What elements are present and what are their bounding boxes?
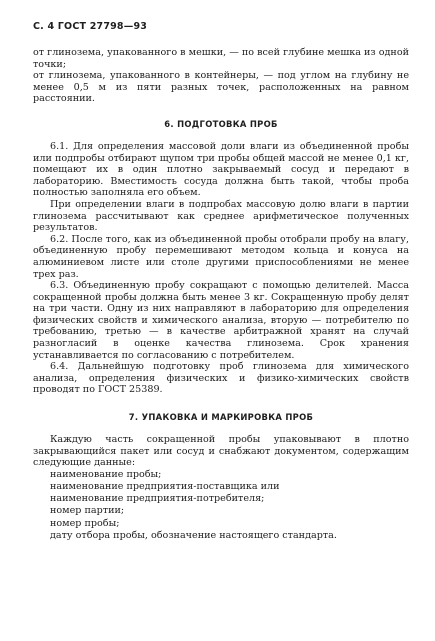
list-item: номер партии; <box>50 505 125 517</box>
list-item: наименование предприятия-поставщика или <box>50 481 280 493</box>
paragraph-6-3: 6.3. Объединенную пробу сокращают с помощью делителей. Масса сокращенной пробы должна быть менее 3 кг. Сокращенную пробу делят на три части. Одну из них направляют в лабораторию для определения физических свойств и химического анализа, вторую — потребителю по требованию, третью — в качестве арбитражной хранят на случай разногласий в оценке качества глинозема. Срок хранения устанавливается по согласованию с потребителем. <box>33 280 409 361</box>
paragraph-6-1-note: При определении влаги в подпробах массовую долю влаги в партии глинозема рассчитывают как среднее арифметическое полученных результатов. <box>33 198 409 234</box>
list-item: наименование пробы; <box>50 468 162 480</box>
paragraph-6-1: 6.1. Для определения массовой доли влаги из объединенной пробы или подпробы отбирают щупом три пробы общей массой не менее 0,1 кг, помещают их в один плотно закрываемый сосуд и передают в лабораторию. Вместимость сосуда должна быть такой, чтобы проба полностью заполняла его объем. <box>33 140 409 199</box>
paragraph-6-2: 6.2. После того, как из объединенной пробы отобрали пробу на влагу, объединенную пробу перемешивают методом кольца и конуса на алюминиевом листе или столе другими приспособлениями не менее трех раз. <box>33 233 409 280</box>
list-item: наименование предприятия-потребителя; <box>50 493 265 505</box>
section-7-heading: 7. УПАКОВКА И МАРКИРОВКА ПРОБ <box>128 412 314 423</box>
paragraph-6-4: 6.4. Дальнейшую подготовку проб глинозема для химического анализа, определения физических и физико-химических свойств проводят по ГОСТ 25389. <box>33 361 409 396</box>
intro-paragraph-2: от глинозема, упакованного в контейнеры, — под углом на глубину не менее 0,5 м из пяти разных точек, расположенных на равном расстоянии. <box>33 70 409 105</box>
section-6-heading: 6. ПОДГОТОВКА ПРОБ <box>164 118 278 129</box>
intro-paragraph-1: от глинозема, упакованного в мешки, — по всей глубине мешка из одной точки; <box>33 47 409 70</box>
list-item: дату отбора пробы, обозначение настоящего стандарта. <box>50 529 337 541</box>
list-item: номер пробы; <box>50 517 120 529</box>
data-list <box>33 469 409 542</box>
page-header: С. 4 ГОСТ 27798—93 <box>33 21 148 32</box>
paragraph-7: Каждую часть сокращенной пробы упаковывают в плотно закрывающийся пакет или сосуд и снабжают документом, содержащим следующие данные: <box>33 434 409 469</box>
